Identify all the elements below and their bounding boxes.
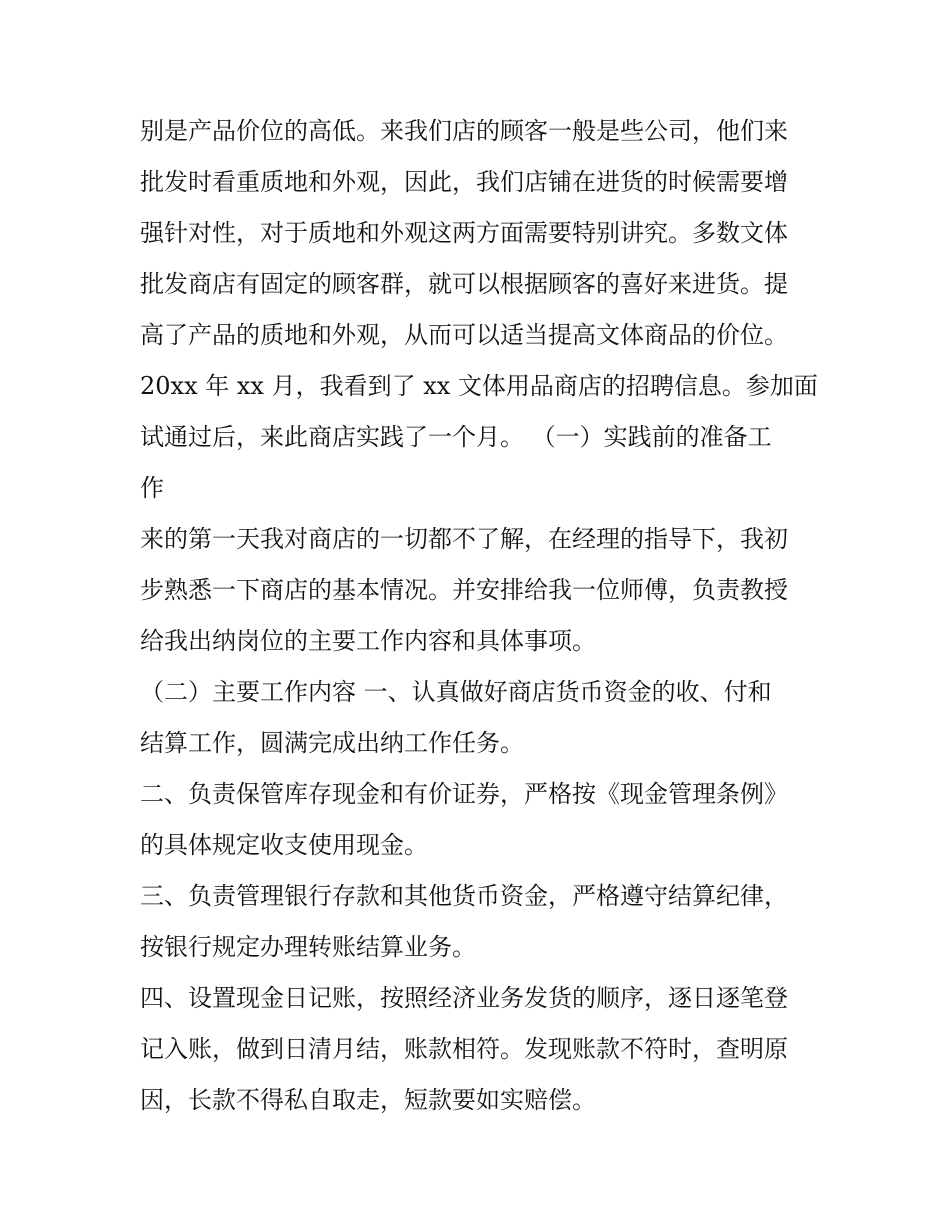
text-line-2: 批发时看重质地和外观，因此，我们店铺在进货的时候需要增 bbox=[140, 168, 788, 196]
text-line-5: 高了产品的质地和外观，从而可以适当提高文体商品的价位。 bbox=[140, 321, 788, 349]
text-line-3: 强针对性，对于质地和外观这两方面需要特别讲究。多数文体 bbox=[140, 219, 788, 247]
text-line-11: 给我出纳岗位的主要工作内容和具体事项。 bbox=[140, 627, 596, 655]
text-line-7: 试通过后，来此商店实践了一个月。 （一）实践前的准备工 bbox=[140, 423, 772, 451]
text-line-9: 来的第一天我对商店的一切都不了解，在经理的指导下，我初 bbox=[140, 525, 788, 553]
text-line-20: 因，长款不得私自取走，短款要如实赔偿。 bbox=[140, 1086, 596, 1114]
text-line-10: 步熟悉一下商店的基本情况。并安排给我一位师傅，负责教授 bbox=[140, 576, 788, 604]
text-line-17: 按银行规定办理转账结算业务。 bbox=[140, 933, 476, 961]
text-line-19: 记入账，做到日清月结，账款相符。发现账款不符时，查明原 bbox=[140, 1035, 788, 1063]
document-body bbox=[140, 106, 820, 1126]
text-line-8: 作 bbox=[140, 474, 164, 502]
text-line-12: （二）主要工作内容 一、认真做好商店货币资金的收、付和 bbox=[140, 678, 772, 706]
text-line-16: 三、负责管理银行存款和其他货币资金，严格遵守结算纪律， bbox=[140, 882, 788, 910]
text-line-18: 四、设置现金日记账，按照经济业务发货的顺序，逐日逐笔登 bbox=[140, 984, 788, 1012]
text-line-13: 结算工作，圆满完成出纳工作任务。 bbox=[140, 729, 524, 757]
text-line-6: 20xx 年 xx 月，我看到了 xx 文体用品商店的招聘信息。参加面 bbox=[140, 372, 818, 400]
text-line-1: 别是产品价位的高低。来我们店的顾客一般是些公司，他们来 bbox=[140, 117, 788, 145]
text-line-15: 的具体规定收支使用现金。 bbox=[140, 831, 428, 859]
text-line-4: 批发商店有固定的顾客群，就可以根据顾客的喜好来进货。提 bbox=[140, 270, 788, 298]
text-line-14: 二、负责保管库存现金和有价证券，严格按《现金管理条例》 bbox=[140, 780, 788, 808]
